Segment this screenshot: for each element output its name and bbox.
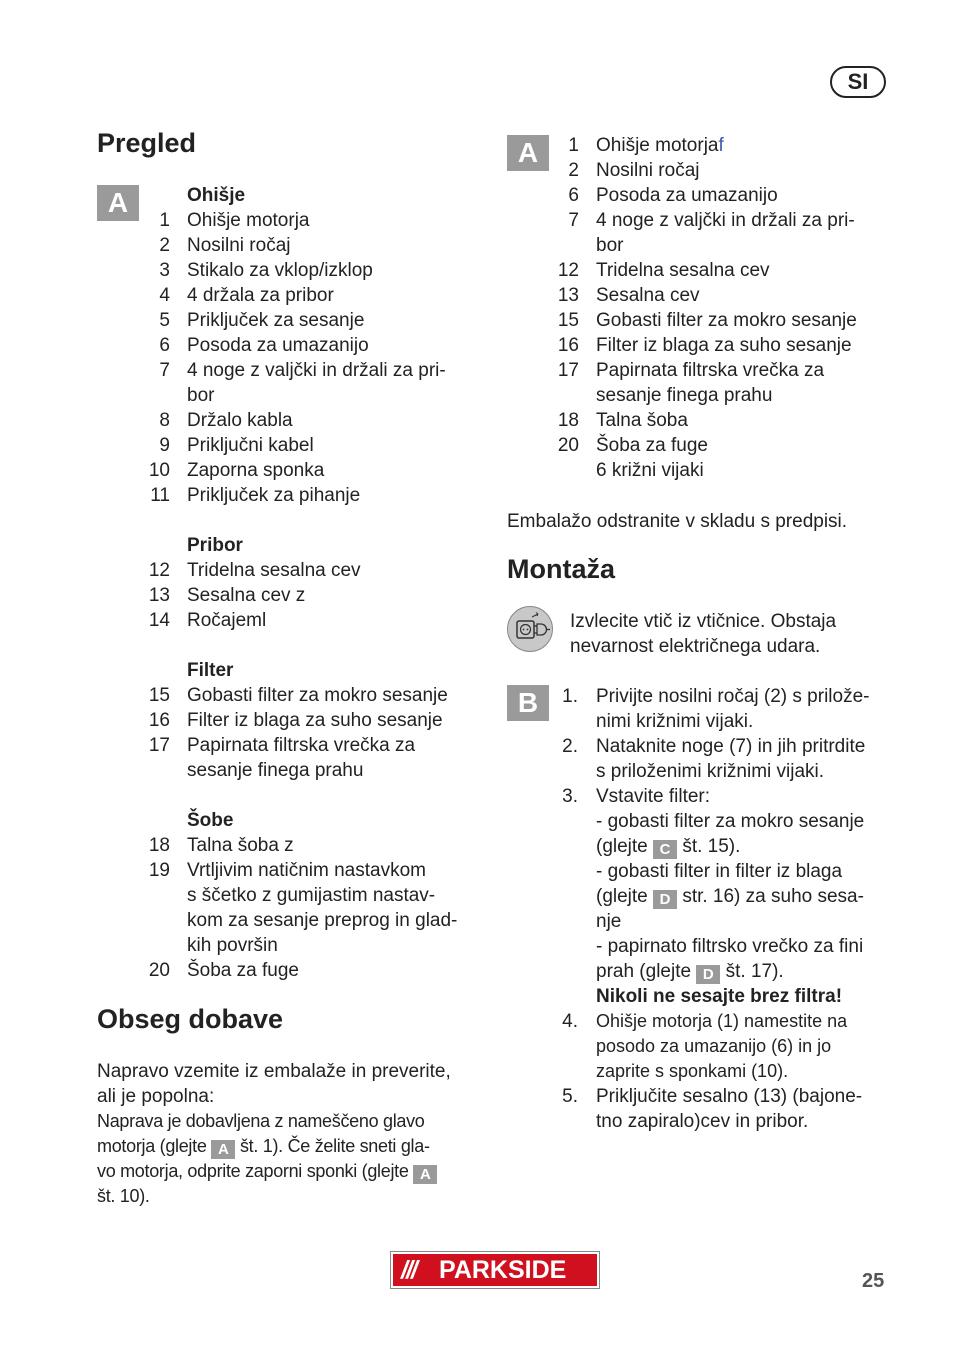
item-number: 6 <box>159 335 170 356</box>
item-label: Sesalna cev <box>596 285 700 306</box>
item-number: 18 <box>148 835 170 856</box>
list-item-continuation: bor <box>596 235 624 256</box>
scope-paragraph-1 <box>97 1059 451 1109</box>
step-number: 3. <box>562 786 578 807</box>
item-label: Tridelna sesalna cev <box>596 260 770 281</box>
item-number: 5 <box>159 310 170 331</box>
item-number: 11 <box>150 485 170 506</box>
spacer <box>187 783 487 808</box>
step-continuation: s priloženimi križnimi vijaki. <box>596 761 825 782</box>
list-item <box>148 458 487 483</box>
text-line: nevarnost električnega udara. <box>570 636 821 657</box>
item-number: 9 <box>159 435 170 456</box>
item-label: Stikalo za vklop/izklop <box>187 260 373 281</box>
step-number: 2. <box>562 736 578 757</box>
item-number: 8 <box>159 410 170 431</box>
step-number: 5. <box>562 1086 578 1107</box>
item-label: Šoba za fuge <box>187 960 299 981</box>
text-line <box>97 1159 437 1184</box>
list-item <box>557 408 896 433</box>
list-item <box>159 283 487 308</box>
item-label: 4 noge z valjčki in držali za pri- <box>596 210 855 231</box>
group-heading: Ohišje <box>187 185 246 206</box>
step-number: 1. <box>562 686 578 707</box>
item-number: 14 <box>148 610 170 631</box>
list-item-continuation: bor <box>187 385 215 406</box>
step <box>562 1009 896 1034</box>
step-text: Vstavite filter: <box>596 786 711 807</box>
list-item <box>159 358 487 383</box>
item-number: 20 <box>557 435 579 456</box>
list-item <box>148 683 487 708</box>
page-number: 25 <box>862 1270 885 1292</box>
text-fragment: motorja (glejte <box>97 1136 207 1156</box>
item-label: Papirnata filtrska vrečka za <box>596 360 825 381</box>
item-label: Ohišje motorja <box>187 210 310 231</box>
list-item <box>159 308 487 333</box>
item-number: 13 <box>148 585 170 606</box>
step-continuation <box>596 834 896 859</box>
list-item <box>557 333 896 358</box>
list-item <box>148 833 487 858</box>
item-label: Sesalna cev z <box>187 585 306 606</box>
list-item <box>557 433 896 458</box>
item-label: Priključek za sesanje <box>187 310 365 331</box>
step-continuation <box>596 884 896 909</box>
list-item-continuation: sesanje finega prahu <box>596 385 773 406</box>
item-number: 18 <box>557 410 579 431</box>
item-label: Filter iz blaga za suho sesanje <box>187 710 443 731</box>
warning-text <box>570 609 836 659</box>
spacer <box>187 508 487 533</box>
list-item <box>557 358 896 383</box>
scope-paragraph-2 <box>97 1109 437 1209</box>
item-number: 4 <box>159 285 170 306</box>
step-text: Ohišje motorja (1) namestite na <box>596 1011 848 1031</box>
item-number: 12 <box>557 260 579 281</box>
step <box>562 784 896 809</box>
item-number: 15 <box>148 685 170 706</box>
list-item <box>159 333 487 358</box>
item-number: 3 <box>159 260 170 281</box>
parkside-logo <box>391 1252 599 1288</box>
logo-text: PARKSIDE <box>439 1256 567 1284</box>
item-label: Posoda za umazanijo <box>596 185 778 206</box>
overview-title: Pregled <box>97 128 197 158</box>
item-label: Ročajeml <box>187 610 267 631</box>
text-fragment: (glejte <box>596 886 648 907</box>
list-item <box>148 558 487 583</box>
list-item-continuation: kih površin <box>187 935 278 956</box>
figure-ref-d: D <box>696 965 720 984</box>
list-item <box>148 583 487 608</box>
item-label: Talna šoba <box>596 410 688 431</box>
figure-ref-a: A <box>211 1140 235 1159</box>
item-number: 1 <box>568 135 579 156</box>
item-label: Talna šoba z <box>187 835 294 856</box>
list-item-continuation: s ščetko z gumijastim nastav- <box>187 885 436 906</box>
step-text: Priključite sesalno (13) (bajone- <box>596 1086 863 1107</box>
figure-ref-a: A <box>413 1165 437 1184</box>
text-line: Izvlecite vtič iz vtičnice. Obstaja <box>570 611 837 632</box>
step-continuation: nimi križnimi vijaki. <box>596 711 754 732</box>
step-continuation: zaprite s sponkami (10). <box>596 1061 789 1081</box>
list-item <box>148 708 487 733</box>
step-continuation <box>596 959 896 984</box>
scope-title: Obseg dobave <box>97 1004 284 1034</box>
text-line <box>97 1134 437 1159</box>
list-item <box>159 258 487 283</box>
text-line: Napravo vzemite iz embalaže in preverite, <box>97 1061 451 1082</box>
item-number: 13 <box>557 285 579 306</box>
list-item <box>568 183 896 208</box>
text-fragment: št. 1). Če želite sneti gla- <box>239 1136 430 1156</box>
step-continuation: tno zapiralo)cev in pribor. <box>596 1111 809 1132</box>
list-item <box>150 483 487 508</box>
step <box>562 734 896 759</box>
step-continuation: - papirnato filtrsko vrečko za fini <box>596 936 864 957</box>
list-item <box>148 858 487 883</box>
item-number: 16 <box>557 335 579 356</box>
item-label: Posoda za umazanijo <box>187 335 369 356</box>
item-number: 1 <box>159 210 170 231</box>
list-item <box>148 608 487 633</box>
step-text: Nataknite noge (7) in jih pritrdite <box>596 736 866 757</box>
text-fragment: (glejte <box>596 836 648 857</box>
step-continuation: - gobasti filter in filter iz blaga <box>596 861 843 882</box>
spacer <box>187 633 487 658</box>
item-label: Držalo kabla <box>187 410 293 431</box>
logo-slashes: /// <box>401 1256 416 1284</box>
parts-list <box>148 183 487 983</box>
unplug-icon-graphic <box>508 607 554 653</box>
item-label: Ohišje motorja <box>596 135 719 156</box>
list-item <box>568 158 896 183</box>
list-item <box>557 283 896 308</box>
item-number: 10 <box>148 460 170 481</box>
item-number: 12 <box>148 560 170 581</box>
list-item-continuation: sesanje finega prahu <box>187 760 364 781</box>
item-number: 7 <box>568 210 579 231</box>
group-heading: Filter <box>187 660 234 681</box>
text-fragment: vo motorja, odprite zaporni sponki (glejte <box>97 1161 409 1181</box>
assembly-title: Montaža <box>507 554 615 584</box>
item-label: Priključni kabel <box>187 435 314 456</box>
step-text: Privijte nosilni ročaj (2) s prilože- <box>596 686 870 707</box>
assembly-steps <box>562 684 896 1134</box>
list-item <box>568 208 896 233</box>
item-number: 15 <box>557 310 579 331</box>
list-item <box>159 233 487 258</box>
item-label: 4 držala za pribor <box>187 285 334 306</box>
language-badge: SI <box>830 66 886 98</box>
text-line: Naprava je dobavljena z nameščeno glavo <box>97 1111 425 1131</box>
item-number: 19 <box>148 860 170 881</box>
list-item <box>159 208 487 233</box>
item-label: Vrtljivim natičnim nastavkom <box>187 860 426 881</box>
list-item <box>557 258 896 283</box>
item-label: 4 noge z valjčki in držali za pri- <box>187 360 446 381</box>
list-item <box>159 433 487 458</box>
disposal-note: Embalažo odstranite v skladu s predpisi. <box>507 511 848 532</box>
item-label: Nosilni ročaj <box>187 235 291 256</box>
list-item <box>148 733 487 758</box>
step-continuation: posodo za umazanijo (6) in jo <box>596 1036 832 1056</box>
list-item <box>159 408 487 433</box>
group-heading: Šobe <box>187 810 234 831</box>
step-number: 4. <box>562 1011 578 1032</box>
text-fragment: št. 15). <box>682 836 741 857</box>
item-number: 20 <box>148 960 170 981</box>
group-heading: Pribor <box>187 535 243 556</box>
unplug-icon <box>507 606 553 652</box>
step-continuation: nje <box>596 911 622 932</box>
list-item-continuation: kom za sesanje preprog in glad- <box>187 910 458 931</box>
text-line: ali je popolna: <box>97 1086 215 1107</box>
item-label: Papirnata filtrska vrečka za <box>187 735 416 756</box>
delivery-list <box>557 133 896 483</box>
item-label: Zaporna sponka <box>187 460 325 481</box>
figure-marker-a: A <box>97 185 139 221</box>
list-item <box>148 958 487 983</box>
figure-marker-b: B <box>507 685 549 721</box>
item-suffix: f <box>718 135 724 156</box>
text-fragment: str. 16) za suho sesa- <box>682 886 864 907</box>
text-fragment: št. 17). <box>725 961 784 982</box>
figure-ref-d: D <box>653 890 677 909</box>
item-number: 7 <box>159 360 170 381</box>
list-item <box>557 308 896 333</box>
item-number: 6 <box>568 185 579 206</box>
item-label: Tridelna sesalna cev <box>187 560 361 581</box>
item-label: Nosilni ročaj <box>596 160 700 181</box>
step-continuation: - gobasti filter za mokro sesanje <box>596 811 865 832</box>
text-line: št. 10). <box>97 1186 150 1206</box>
step <box>562 1084 896 1109</box>
item-label: Priključek za pihanje <box>187 485 361 506</box>
text-fragment: prah (glejte <box>596 961 692 982</box>
figure-ref-c: C <box>653 840 677 859</box>
item-number: 16 <box>148 710 170 731</box>
list-item-continuation: 6 križni vijaki <box>596 460 704 481</box>
item-number: 17 <box>148 735 170 756</box>
figure-marker-a: A <box>507 135 549 171</box>
item-number: 2 <box>568 160 579 181</box>
step <box>562 684 896 709</box>
item-label: Filter iz blaga za suho sesanje <box>596 335 852 356</box>
item-label: Gobasti filter za mokro sesanje <box>187 685 448 706</box>
list-item <box>568 133 896 158</box>
item-number: 17 <box>557 360 579 381</box>
filter-warning: Nikoli ne sesajte brez filtra! <box>596 986 843 1007</box>
item-number: 2 <box>159 235 170 256</box>
item-label: Šoba za fuge <box>596 435 708 456</box>
item-label: Gobasti filter za mokro sesanje <box>596 310 857 331</box>
